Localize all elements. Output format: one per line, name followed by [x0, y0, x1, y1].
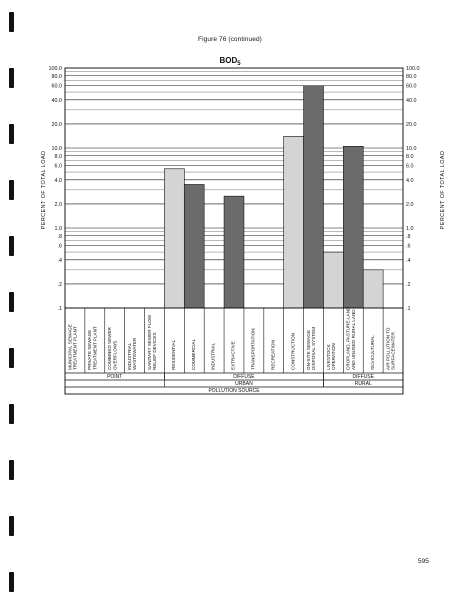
y-tick-label-right: 6.0	[406, 163, 414, 170]
bar	[284, 136, 304, 308]
y-tick-label-right: 20.0	[406, 121, 417, 128]
y-tick-label-left: .1	[57, 306, 62, 312]
group-level2-label: RURAL	[354, 381, 372, 388]
category-label: CONSTRUCTION	[290, 332, 296, 370]
y-tick-label-left: 6.0	[54, 163, 62, 170]
y-tick-label-right: 2.0	[406, 201, 414, 208]
y-tick-label-right: 10.0	[406, 146, 417, 152]
group-level3-label: POLLUTION SOURCE	[208, 388, 260, 395]
bar	[224, 196, 244, 308]
y-tick-label-right: .4	[406, 257, 411, 264]
y-tick-label-right: 60.0	[406, 83, 417, 90]
group-level1-label: DIFFUSE	[233, 374, 255, 381]
y-tick-label-left: .6	[57, 243, 62, 250]
y-tick-label-right: 1.0	[406, 226, 414, 232]
category-label: SILVICULTURAL	[369, 335, 375, 370]
y-tick-label-left: 10.0	[51, 146, 62, 152]
category-label: RESIDENTIAL	[170, 339, 176, 370]
y-tick-label-left: 20.0	[51, 121, 62, 128]
category-label: LIVESTOCKOPERATION	[325, 343, 337, 370]
bar	[343, 146, 363, 308]
y-tick-label-left: 2.0	[54, 201, 62, 208]
y-axis-label-right: PERCENT OF TOTAL LOAD	[440, 150, 446, 230]
category-label: MUNICIPAL SEWAGETREATMENT PLANT	[67, 324, 78, 370]
y-tick-label-left: .2	[57, 281, 62, 288]
y-tick-label-left: 100.0	[48, 66, 62, 72]
chart-title: $BOD_5$	[219, 56, 241, 67]
y-tick-label-left: 1.0	[54, 226, 62, 232]
category-label: INDUSTRIALWASTEWATER	[126, 337, 138, 370]
figure-title: Figure 76 (continued)	[198, 36, 262, 43]
category-label: SANITARY SEWER FLOWRELIEF DEVICES	[146, 314, 158, 370]
group-level1-label: DIFFUSE	[352, 374, 374, 381]
bar	[363, 270, 383, 308]
y-tick-label-right: .1	[406, 306, 411, 312]
category-label: RECREATION	[270, 340, 276, 370]
bar	[164, 169, 184, 308]
bar	[323, 252, 343, 308]
y-tick-label-left: 8.0	[54, 153, 62, 160]
category-label: COMBINED SEWEROVERFLOWS	[107, 327, 118, 370]
y-tick-label-right: .6	[406, 243, 411, 250]
category-label: INDUSTRIAL	[210, 342, 216, 370]
category-label: AIR POLLUTION TOSURFACEWATER	[385, 327, 396, 370]
category-label: COMMERCIAL	[190, 338, 196, 370]
category-label: TRANSPORTATION	[250, 328, 256, 370]
y-tick-label-left: 4.0	[54, 177, 62, 184]
category-label: ON-SITE SEWAGEDISPOSAL SYSTEM	[305, 327, 317, 370]
y-tick-label-right: 40.0	[406, 97, 417, 104]
bar	[304, 86, 324, 308]
y-tick-label-left: 80.0	[51, 73, 62, 80]
group-level2-label: URBAN	[235, 381, 253, 388]
category-label: PRIVATE SEWAGETREATMENT PLANT	[87, 326, 98, 370]
page-number: 595	[418, 558, 429, 565]
category-label: CROPLAND, PASTURE-LANDAND UNUSED RURAL LAND	[345, 306, 356, 370]
y-tick-label-right: 8.0	[406, 153, 414, 160]
y-tick-label-right: .2	[406, 281, 411, 288]
y-tick-label-left: 40.0	[51, 97, 62, 104]
y-tick-label-left: 60.0	[51, 83, 62, 90]
category-label: EXTRACTIVE	[230, 341, 236, 370]
bar	[184, 184, 204, 308]
y-tick-label-right: 80.0	[406, 73, 417, 80]
y-tick-label-right: 100.0	[406, 66, 420, 72]
y-tick-label-right: 4.0	[406, 177, 414, 184]
y-axis-label-left: PERCENT OF TOTAL LOAD	[41, 150, 47, 230]
y-tick-label-left: .4	[57, 257, 62, 264]
y-tick-label-left: .8	[57, 233, 62, 240]
group-level1-label: POINT	[107, 374, 123, 381]
y-tick-label-right: .8	[406, 233, 411, 240]
